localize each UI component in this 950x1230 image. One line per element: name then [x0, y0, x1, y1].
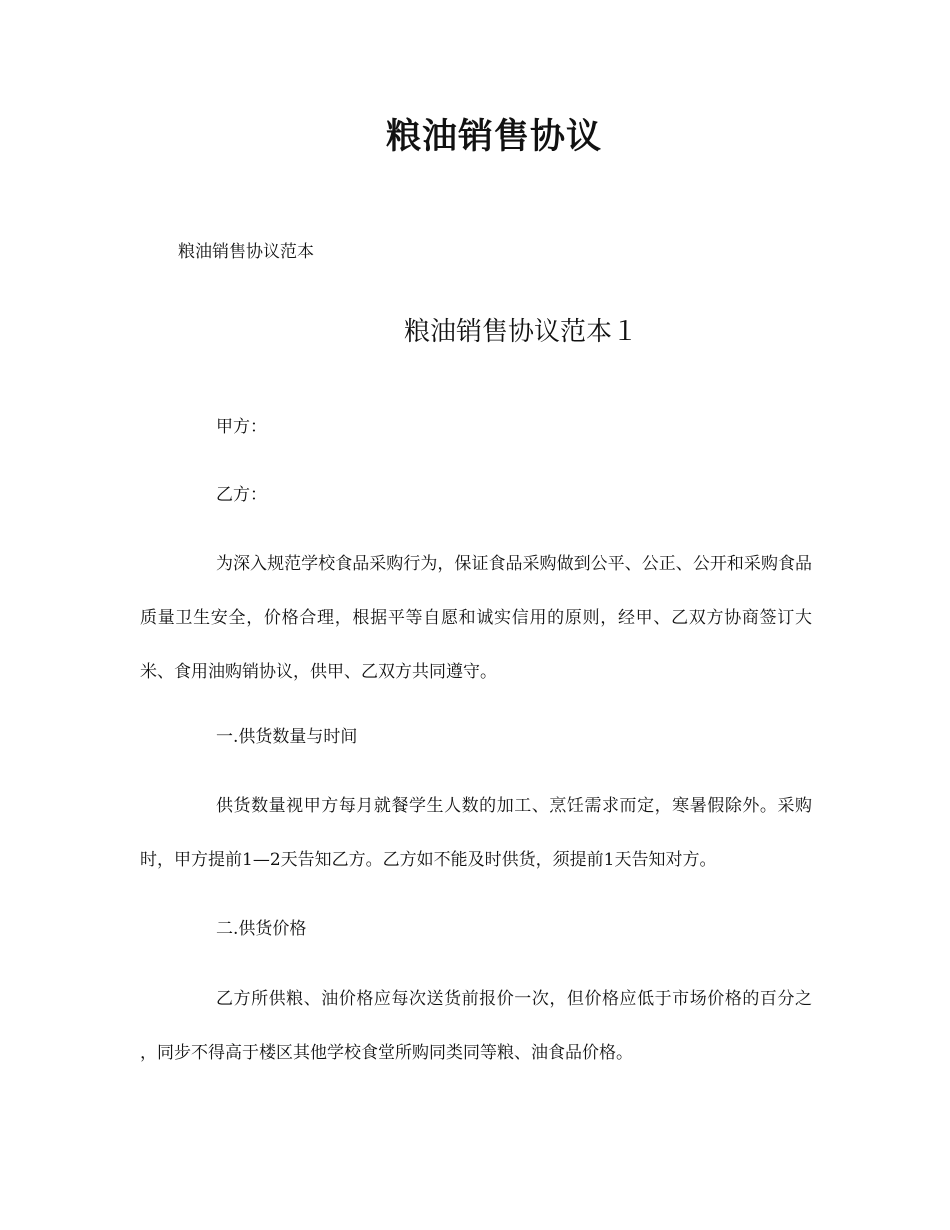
clause-heading-supply-price: 二.供货价格 [216, 919, 307, 939]
document-subtitle: 粮油销售协议范本 [178, 242, 314, 262]
supply-price-paragraph: 乙方所供粮、油价格应每次送货前报价一次，但价格应低于市场价格的百分之 ，同步不得高于楼区其他学校食堂所购同类同等粮、油食品价格。 [140, 989, 812, 1063]
section-title: 粮油销售协议范本１ [403, 317, 638, 347]
party-a-line: 甲方： [216, 417, 267, 437]
clause-heading-supply-quantity: 一.供货数量与时间 [216, 727, 358, 747]
party-b-line: 乙方： [216, 485, 267, 505]
supply-quantity-paragraph: 供货数量视甲方每月就餐学生人数的加工、烹饪需求而定，寒暑假除外。采购时，甲方提前1—2天告知乙方。乙方如不能及时供货，须提前1天告知对方。 [140, 796, 812, 870]
intro-paragraph: 为深入规范学校食品采购行为，保证食品采购做到公平、公正、公开和采购食品质量卫生安全，价格合理，根据平等自愿和诚实信用的原则，经甲、乙双方协商签订大米、食用油购销协议，供甲、乙双方共同遵守。 [140, 554, 812, 682]
document-title: 粮油销售协议 [385, 117, 602, 157]
